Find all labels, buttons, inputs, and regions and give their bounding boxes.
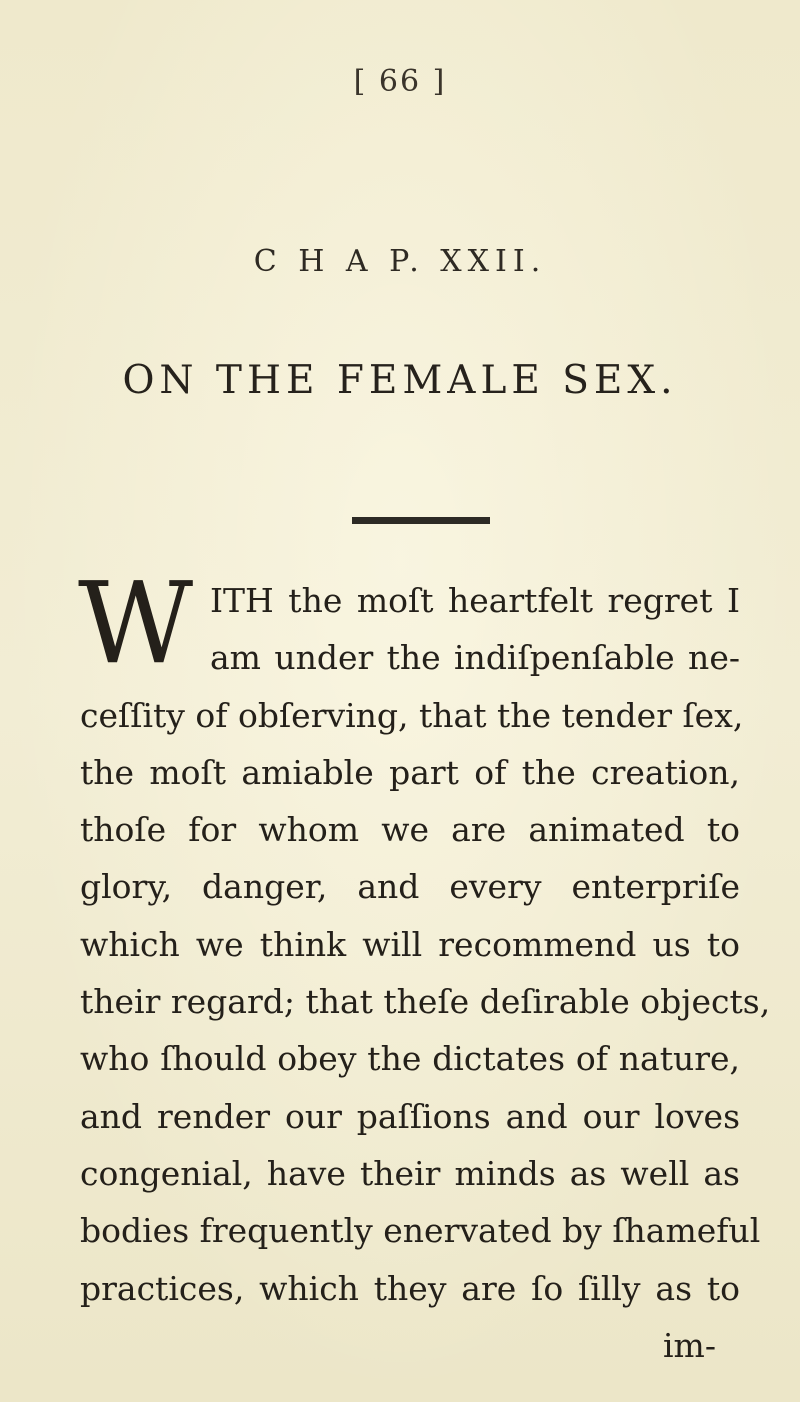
chapter-title: ON THE FEMALE SEX. <box>122 358 678 403</box>
text-line: ceſſity of obſerving, that the tender ſex, <box>80 695 744 735</box>
text-line: am under the indiſpenſable ne- <box>210 638 740 678</box>
text-line: practices, which they are ſo ſilly as to <box>80 1268 740 1308</box>
text-line: thoſe for whom we are animated to <box>80 810 740 850</box>
section-rule <box>352 517 490 524</box>
text-line: congenial, have their minds as well as <box>80 1153 740 1193</box>
text-line: their regard; that theſe deſirable objects, <box>80 982 771 1022</box>
text-line: bodies frequently enervated by ſhameful <box>80 1211 761 1251</box>
chapter-heading: C H A P. XXII. <box>253 244 547 279</box>
text-line: glory, danger, and every enterpriſe <box>80 867 740 907</box>
body-text <box>80 572 771 1374</box>
catchword: im- <box>663 1325 716 1365</box>
text-line: ITH the moſt heartfelt regret I <box>210 581 740 620</box>
text-line: and render our paſſions and our loves <box>80 1096 740 1136</box>
page-number: [ 66 ] <box>353 64 447 99</box>
text-line: which we think will recommend us to <box>80 924 740 964</box>
drop-cap: W <box>78 559 194 689</box>
text-line: who ſhould obey the dictates of nature, <box>80 1039 740 1079</box>
text-line: the moſt amiable part of the creation, <box>80 752 740 792</box>
